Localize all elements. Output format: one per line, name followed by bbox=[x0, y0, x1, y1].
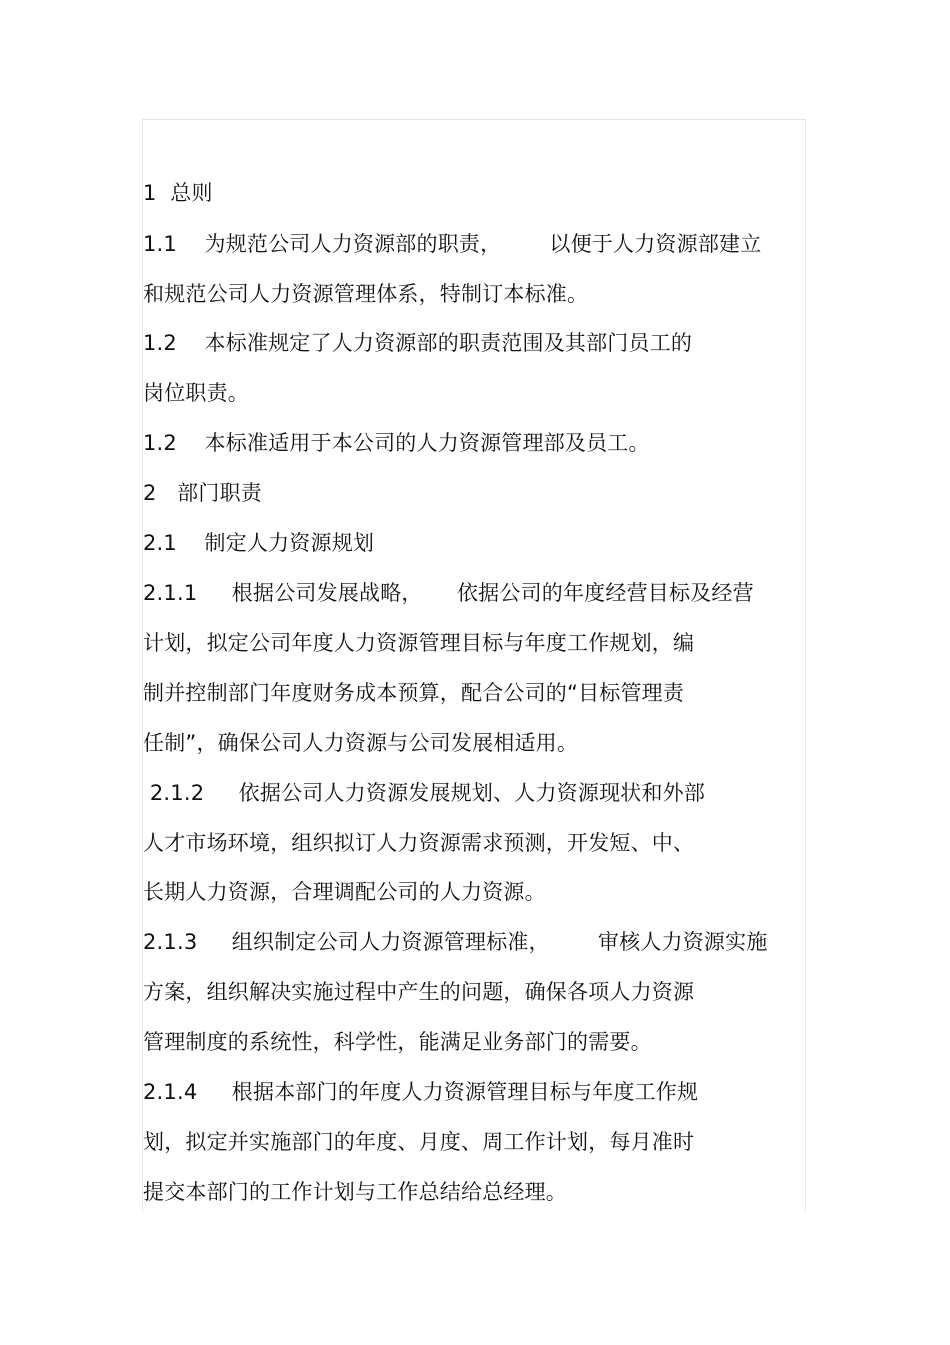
clause-1-1-line-1: 1.1 为规范公司人力资源部的职责， 以便于人力资源部建立 bbox=[143, 232, 762, 256]
clause-1-2-line-2: 岗位职责。 bbox=[143, 381, 249, 405]
clause-1-2-line-1: 1.2 本标准规定了人力资源部的职责范围及其部门员工的 bbox=[143, 331, 693, 355]
clause-2-1-1-line-1: 2.1.1 根据公司发展战略， 依据公司的年度经营目标及经营 bbox=[143, 581, 754, 605]
clause-2-1-1-line-3: 制并控制部门年度财务成本预算，配合公司的“目标管理责 bbox=[143, 681, 685, 705]
clause-2-1-3-line-2: 方案，组织解决实施过程中产生的问题，确保各项人力资源 bbox=[143, 980, 695, 1004]
clause-1-1-line-2: 和规范公司人力资源管理体系，特制订本标准。 bbox=[143, 282, 589, 306]
section-heading-2: 2 部门职责 bbox=[143, 481, 262, 505]
clause-2-1-heading: 2.1 制定人力资源规划 bbox=[143, 531, 375, 555]
clause-1-2b-line-1: 1.2 本标准适用于本公司的人力资源管理部及员工。 bbox=[143, 431, 650, 455]
clause-2-1-3-line-1: 2.1.3 组织制定公司人力资源管理标准， 审核人力资源实施 bbox=[143, 930, 768, 954]
clause-2-1-4-line-2: 划，拟定并实施部门的年度、月度、周工作计划，每月准时 bbox=[143, 1130, 695, 1154]
clause-2-1-1-line-2: 计划，拟定公司年度人力资源管理目标与年度工作规划，编 bbox=[143, 631, 695, 655]
clause-2-1-2-line-1: 2.1.2 依据公司人力资源发展规划、人力资源现状和外部 bbox=[143, 781, 706, 805]
clause-2-1-4-line-3: 提交本部门的工作计划与工作总结给总经理。 bbox=[143, 1180, 567, 1204]
clause-2-1-2-line-2: 人才市场环境，组织拟订人力资源需求预测，开发短、中、 bbox=[143, 831, 695, 855]
clause-2-1-3-line-3: 管理制度的系统性，科学性，能满足业务部门的需要。 bbox=[143, 1030, 652, 1054]
clause-2-1-1-line-4: 任制”，确保公司人力资源与公司发展相适用。 bbox=[143, 731, 579, 755]
clause-2-1-4-line-1: 2.1.4 根据本部门的年度人力资源管理目标与年度工作规 bbox=[143, 1080, 699, 1104]
section-heading-1: 1 总则 bbox=[143, 181, 213, 205]
clause-2-1-2-line-3: 长期人力资源，合理调配公司的人力资源。 bbox=[143, 880, 546, 904]
